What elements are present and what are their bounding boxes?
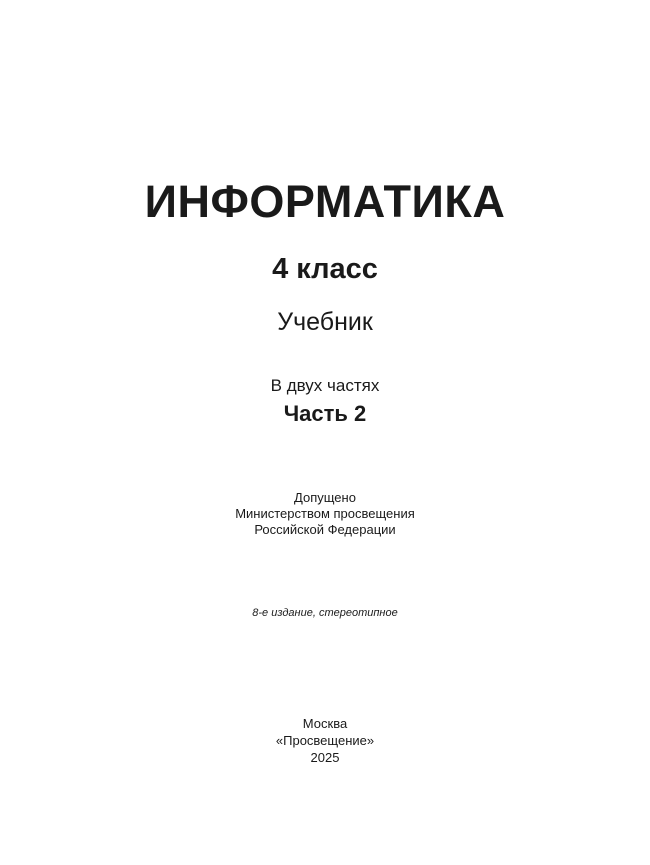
approval-line-2: Министерством просвещения xyxy=(235,506,415,521)
edition-note: 8-е издание, стереотипное xyxy=(252,607,398,619)
imprint-city: Москва xyxy=(302,716,348,731)
imprint-publisher: «Просвещение» xyxy=(275,733,375,748)
approval-line-1: Допущено xyxy=(294,490,356,505)
approval-line-3: Российской Федерации xyxy=(254,522,396,537)
approval-block xyxy=(0,490,650,538)
imprint-year: 2025 xyxy=(310,750,340,765)
part-label: Часть 2 xyxy=(283,401,367,426)
book-title: ИНФОРМАТИКА xyxy=(144,176,506,227)
imprint-block xyxy=(0,715,650,766)
parts-note: В двух частях xyxy=(270,376,380,395)
book-kind: Учебник xyxy=(277,308,373,336)
grade-label: 4 класс xyxy=(272,253,378,285)
